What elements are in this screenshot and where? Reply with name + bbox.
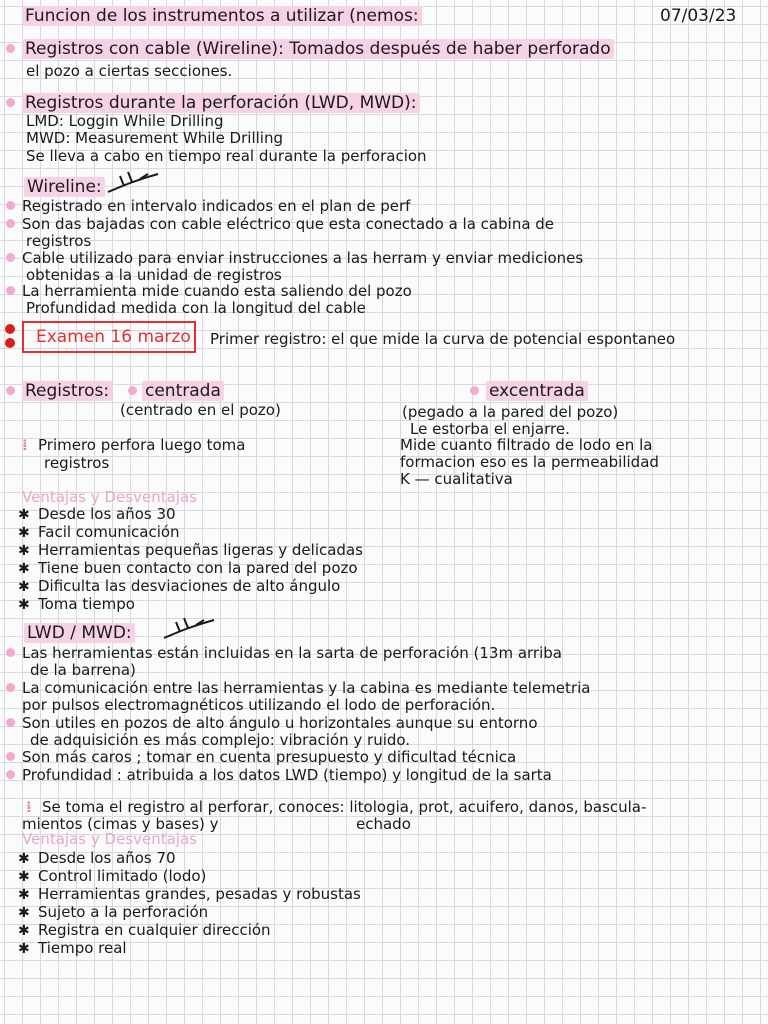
wireline-item-1: Registrado en intervalo indicados en el plan de perf — [22, 197, 411, 215]
asterisk-icon: ✱ — [18, 941, 30, 957]
excentrada-line-1: (pegado a la pared del pozo) — [402, 403, 619, 421]
ventajas1-title: Ventajas y Desventajas — [22, 488, 197, 506]
excentrada-line-2: Le estorba el enjarre. — [410, 420, 570, 438]
wireline-intro-line1: Registros con cable (Wireline): Tomados después de haber perforado — [22, 40, 614, 58]
pin-icon — [5, 324, 19, 350]
ventajas2-item-2: Control limitado (lodo) — [38, 867, 207, 885]
lwdmwd-note-2: mientos (cimas y bases) y — [22, 815, 219, 833]
ventajas2-item-4: Sujeto a la perforación — [38, 903, 209, 921]
bullet-dot-icon — [6, 201, 15, 210]
lwdmwd-item-2: La comunicación entre las herramientas y la cabina es mediante telemetria — [22, 679, 591, 697]
centrada-desc: (centrado en el pozo) — [120, 401, 281, 419]
bullet-dot-icon — [128, 386, 137, 395]
asterisk-icon: ✱ — [18, 543, 30, 559]
lwdmwd-item-2-cont: por pulsos electromagnéticos utilizando el lodo de perforación. — [22, 696, 496, 714]
ventajas1-item-1: Desde los años 30 — [38, 505, 176, 523]
asterisk-icon: ✱ — [18, 579, 30, 595]
bullet-dot-icon — [470, 386, 479, 395]
ventajas1-item-5: Dificulta las desviaciones de alto ángulo — [38, 577, 341, 595]
wireline-item-2: Son das bajadas con cable eléctrico que esta conectado a la cabina de — [22, 215, 555, 233]
wireline-item-2-cont: registros — [26, 232, 92, 250]
mwd-line: MWD: Measurement While Drilling — [26, 129, 283, 147]
lwdmwd-item-3-cont: de adquisición es más complejo: vibración y ruido. — [30, 731, 411, 749]
wireline-item-3-cont: obtenidas a la unidad de registros — [26, 266, 282, 284]
ventajas2-item-3: Herramientas grandes, pesadas y robustas — [38, 885, 361, 903]
centrada-label: centrada — [142, 382, 224, 400]
bullet-dot-icon — [6, 98, 15, 107]
ventajas1-item-3: Herramientas pequeñas ligeras y delicadas — [38, 541, 363, 559]
wireline-title: Wireline: — [24, 178, 105, 196]
primero-line-2: registros — [44, 454, 110, 472]
page-title: Funcion de los instrumentos a utilizar (nemos: — [22, 7, 422, 25]
ventajas1-item-2: Facil comunicación — [38, 523, 180, 541]
lwdmwd-note-3: echado — [356, 815, 411, 833]
asterisk-icon: ✱ — [18, 597, 30, 613]
wireline-item-3: Cable utilizado para enviar instrucciones a las herram y enviar mediciones — [22, 249, 584, 267]
lwdmwd-item-1: Las herramientas están incluidas en la sarta de perforación (13m arriba — [22, 644, 562, 662]
colon-mark: ⁞ — [22, 436, 28, 454]
twig-icon — [106, 170, 160, 194]
bullet-dot-icon — [6, 648, 15, 657]
bullet-dot-icon — [6, 718, 15, 727]
asterisk-icon: ✱ — [18, 525, 30, 541]
asterisk-icon: ✱ — [18, 869, 30, 885]
registros-label: Registros: — [22, 382, 112, 400]
wireline-intro-line2: el pozo a ciertas secciones. — [26, 62, 233, 80]
ventajas1-item-4: Tiene buen contacto con la pared del pozo — [38, 559, 358, 577]
lwdmwd-title: LWD / MWD: — [24, 624, 135, 642]
realtime-line: Se lleva a cabo en tiempo real durante la perforacion — [26, 147, 427, 165]
excentrada-line-3: Mide cuanto filtrado de lodo en la — [400, 436, 653, 454]
lwdmwd-item-4: Son más caros ; tomar en cuenta presupuesto y dificultad técnica — [22, 748, 517, 766]
asterisk-icon: ✱ — [18, 887, 30, 903]
bullet-dot-icon — [6, 219, 15, 228]
wireline-item-4: La herramienta mide cuando esta saliendo del pozo — [22, 282, 412, 300]
asterisk-icon: ✱ — [18, 507, 30, 523]
bullet-dot-icon — [6, 253, 15, 262]
twig-icon — [162, 616, 216, 640]
excentrada-label: excentrada — [486, 382, 588, 400]
bullet-dot-icon — [6, 386, 15, 395]
ventajas2-title: Ventajas y Desventajas — [22, 830, 197, 848]
bullet-dot-icon — [6, 683, 15, 692]
ventajas1-item-6: Toma tiempo — [38, 595, 135, 613]
colon-mark: ⁞ — [26, 798, 32, 816]
asterisk-icon: ✱ — [18, 923, 30, 939]
asterisk-icon: ✱ — [18, 905, 30, 921]
bullet-dot-icon — [6, 44, 15, 53]
excentrada-line-5: K — cualitativa — [400, 470, 513, 488]
bullet-dot-icon — [6, 286, 15, 295]
asterisk-icon: ✱ — [18, 851, 30, 867]
asterisk-icon: ✱ — [18, 561, 30, 577]
lwdmwd-item-5: Profundidad : atribuida a los datos LWD (tiempo) y longitud de la sarta — [22, 766, 552, 784]
lwd-heading: Registros durante la perforación (LWD, MWD): — [22, 94, 420, 112]
ventajas2-item-5: Registra en cualquier dirección — [38, 921, 271, 939]
primero-line-1: Primero perfora luego toma — [38, 436, 246, 454]
exam-label: Examen 16 marzo — [36, 327, 191, 347]
bullet-dot-icon — [6, 752, 15, 761]
page-date: 07/03/23 — [660, 6, 737, 26]
bullet-dot-icon — [6, 770, 15, 779]
wireline-item-5: Profundidad medida con la longitud del cable — [26, 299, 366, 317]
lwdmwd-item-1-cont: de la barrena) — [30, 661, 136, 679]
exam-note: Primer registro: el que mide la curva de potencial espontaneo — [210, 330, 676, 348]
lwdmwd-item-3: Son utiles en pozos de alto ángulo u horizontales aunque su entorno — [22, 714, 538, 732]
ventajas2-item-1: Desde los años 70 — [38, 849, 176, 867]
lwdmwd-note-1: Se toma el registro al perforar, conoces: litologia, prot, acuifero, danos, bascula- — [42, 798, 647, 816]
lmd-line: LMD: Loggin While Drilling — [26, 112, 224, 130]
excentrada-line-4: formacion eso es la permeabilidad — [400, 453, 659, 471]
ventajas2-item-6: Tiempo real — [38, 939, 127, 957]
